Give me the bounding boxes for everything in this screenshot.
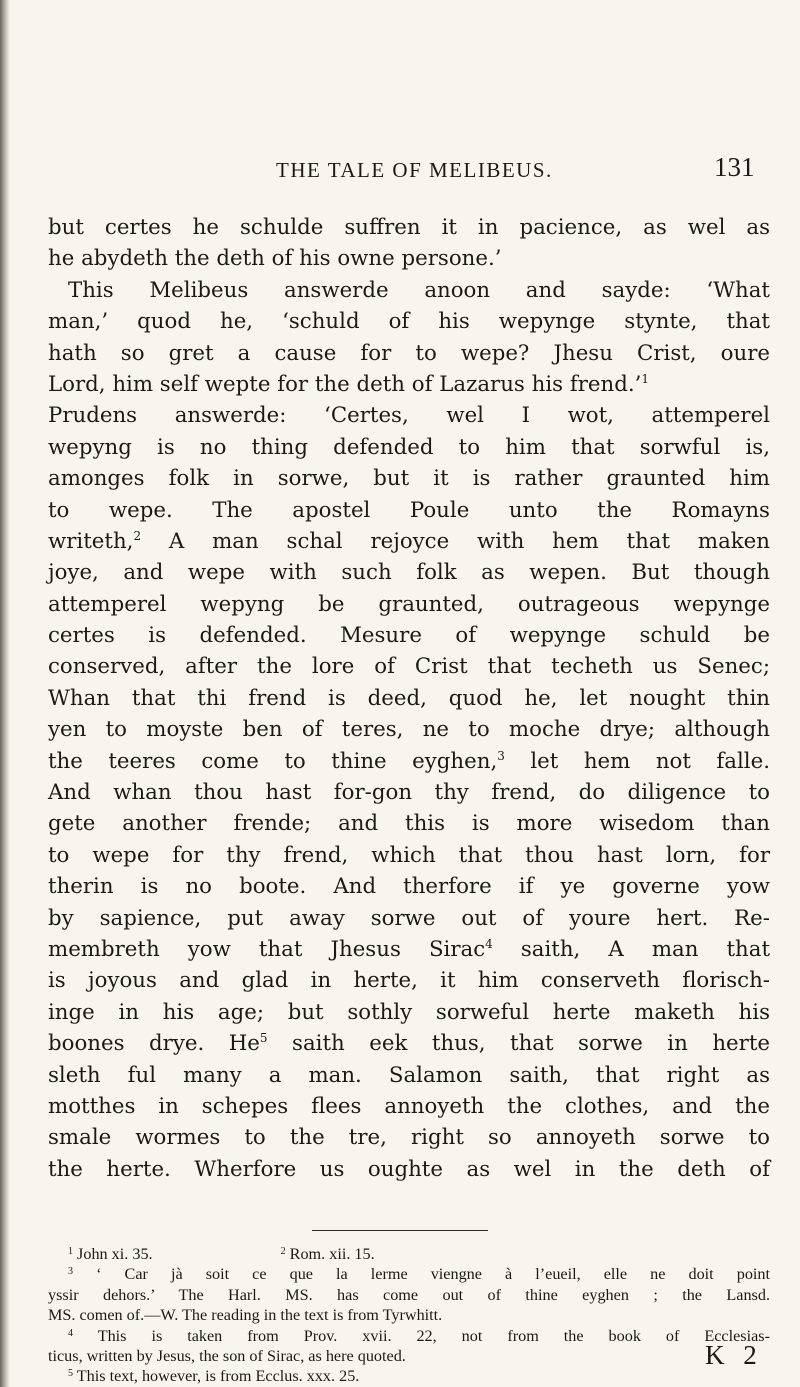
footnote-number: 2 <box>280 1246 286 1257</box>
footnote-number: 1 <box>68 1246 73 1257</box>
footnote-text: This text, however, is from Ecclus. xxx. 25. <box>76 1367 360 1386</box>
text-line <box>48 212 770 243</box>
line-text: conserved, after the lore of Crist that techeth us Senec; <box>48 654 770 680</box>
text-line <box>48 683 770 714</box>
text-line <box>48 997 770 1028</box>
footnote-number: 5 <box>68 1368 73 1380</box>
body-text <box>48 212 770 1185</box>
text-line <box>48 495 770 526</box>
line-text: Whan that thi frend is deed, quod he, let nought thin <box>48 685 770 711</box>
footnote-rule <box>312 1230 488 1231</box>
line-text-after: let hem not falle. <box>504 748 770 774</box>
text-line <box>48 840 770 871</box>
line-text: the herte. Wherfore us oughte as wel in the deth of <box>48 1156 770 1182</box>
text-line <box>48 275 770 306</box>
footnote <box>48 1346 770 1366</box>
footnotes <box>48 1244 770 1387</box>
text-line <box>48 871 770 902</box>
footnote-text: Rom. xii. 15. <box>289 1245 375 1263</box>
line-text-after: saith, A man that <box>492 936 771 962</box>
text-line <box>48 557 770 588</box>
text-line <box>48 1060 770 1091</box>
footnote <box>48 1264 770 1284</box>
text-line <box>48 965 770 996</box>
footnote <box>48 1326 770 1346</box>
line-text-after: A man schal rejoyce with hem that maken <box>141 528 770 554</box>
footnote <box>48 1244 770 1264</box>
line-text: sleth ful many a man. Salamon saith, that right as <box>48 1062 770 1088</box>
line-text: to wepe. The apostel Poule unto the Romayns <box>48 497 770 523</box>
footnote-number: 3 <box>68 1266 73 1278</box>
line-text: yen to moyste ben of teres, ne to moche drye; although <box>48 717 770 743</box>
text-line <box>48 620 770 651</box>
text-line <box>48 338 770 369</box>
line-text: inge in his age; but sothly sorweful herte maketh his <box>48 999 770 1025</box>
footnote-ref: 5 <box>259 1031 268 1046</box>
line-text: membreth yow that Jhesus Sirac <box>48 936 486 962</box>
text-line <box>48 746 770 777</box>
footnote-text: This is taken from Prov. xvii. 22, not from the book of Ecclesias- <box>97 1326 770 1345</box>
line-text: attemperel wepyng be graunted, outrageous wepynge <box>48 591 770 617</box>
line-text: therin is no boote. And therfore if ye governe yow <box>48 874 770 900</box>
line-text: but certes he schulde suffren it in pacience, as wel as <box>48 215 770 240</box>
text-line <box>48 243 770 274</box>
footnote-text: John xi. 35. <box>77 1245 153 1263</box>
footnote-ref: 2 <box>133 528 142 543</box>
page-edge-shadow <box>0 0 10 1387</box>
text-line <box>48 1122 770 1153</box>
line-text: This Melibeus answerde anoon and sayde: ‘What <box>68 277 770 303</box>
text-line <box>48 306 770 337</box>
footnote <box>48 1305 770 1325</box>
text-line <box>48 714 770 745</box>
footnote-text: MS. comen of.—W. The reading in the text is from Tyrwhitt. <box>48 1306 443 1325</box>
line-text: certes is defended. Mesure of wepynge schuld be <box>48 623 770 649</box>
line-text: wepyng is no thing defended to him that sorwful is, <box>48 434 770 460</box>
text-line <box>48 400 770 431</box>
text-line <box>48 1091 770 1122</box>
line-text: man,’ quod he, ‘schuld of his wepynge stynte, that <box>48 309 770 335</box>
line-text: Prudens answerde: ‘Certes, wel I wot, attemperel <box>48 403 770 429</box>
text-line <box>48 934 770 965</box>
line-text: he abydeth the deth of his owne persone.’ <box>48 246 502 272</box>
text-line <box>48 369 770 400</box>
running-title: THE TALE OF MELIBEUS. <box>276 158 553 182</box>
line-text: amonges folk in sorwe, but it is rather graunted him <box>48 466 770 492</box>
line-text: joye, and wepe with such folk as wepen. But though <box>48 560 770 586</box>
line-text: smale wormes to the tre, right so annoyeth sorwe to <box>48 1125 770 1151</box>
line-text: gete another frende; and this is more wisedom than <box>48 811 770 837</box>
line-text-after: saith eek thus, that sorwe in herte <box>267 1031 770 1057</box>
footnote-ref: 4 <box>485 936 493 951</box>
text-line <box>48 526 770 557</box>
footnote <box>48 1366 770 1386</box>
text-line <box>48 1028 770 1059</box>
footnote-ref: 3 <box>497 748 505 763</box>
line-text: by sapience, put away sorwe out of youre hert. Re- <box>48 905 770 931</box>
page-number: 131 <box>714 152 755 182</box>
footnote-ref: 1 <box>641 371 650 386</box>
line-text: motthes in schepes flees annoyeth the clothes, and the <box>48 1093 770 1119</box>
footnote-text: yssir dehors.’ The Harl. MS. has come out of thine eyghen ; the Lansd. <box>48 1285 770 1304</box>
text-line <box>48 589 770 620</box>
text-line <box>48 903 770 934</box>
footnote-number: 4 <box>68 1327 73 1339</box>
line-text: writeth, <box>48 528 134 554</box>
footnote <box>48 1285 770 1305</box>
text-line <box>48 777 770 808</box>
line-text: the teeres come to thine eyghen, <box>48 748 498 774</box>
line-text: to wepe for thy frend, which that thou hast lorn, for <box>48 842 770 868</box>
footnote-text: ‘ Car jà soit ce que la lerme viengne à l’eueil, elle ne doit point <box>96 1265 771 1284</box>
text-line <box>48 651 770 682</box>
signature-mark: K 2 <box>705 1340 763 1370</box>
line-text: boones drye. He <box>48 1031 260 1057</box>
footnote-text: ticus, written by Jesus, the son of Sirac, as here quoted. <box>48 1346 406 1365</box>
line-text: hath so gret a cause for to wepe? Jhesu Crist, oure <box>48 340 770 366</box>
line-text: Lord, him self wepte for the deth of Lazarus his frend.’ <box>48 371 642 397</box>
text-line <box>48 1154 770 1185</box>
running-header <box>0 148 800 188</box>
line-text: is joyous and glad in herte, it him conserveth florisch- <box>48 968 770 994</box>
line-text: And whan thou hast for-gon thy frend, do diligence to <box>48 780 770 806</box>
text-line <box>48 432 770 463</box>
text-line <box>48 808 770 839</box>
text-line <box>48 463 770 494</box>
